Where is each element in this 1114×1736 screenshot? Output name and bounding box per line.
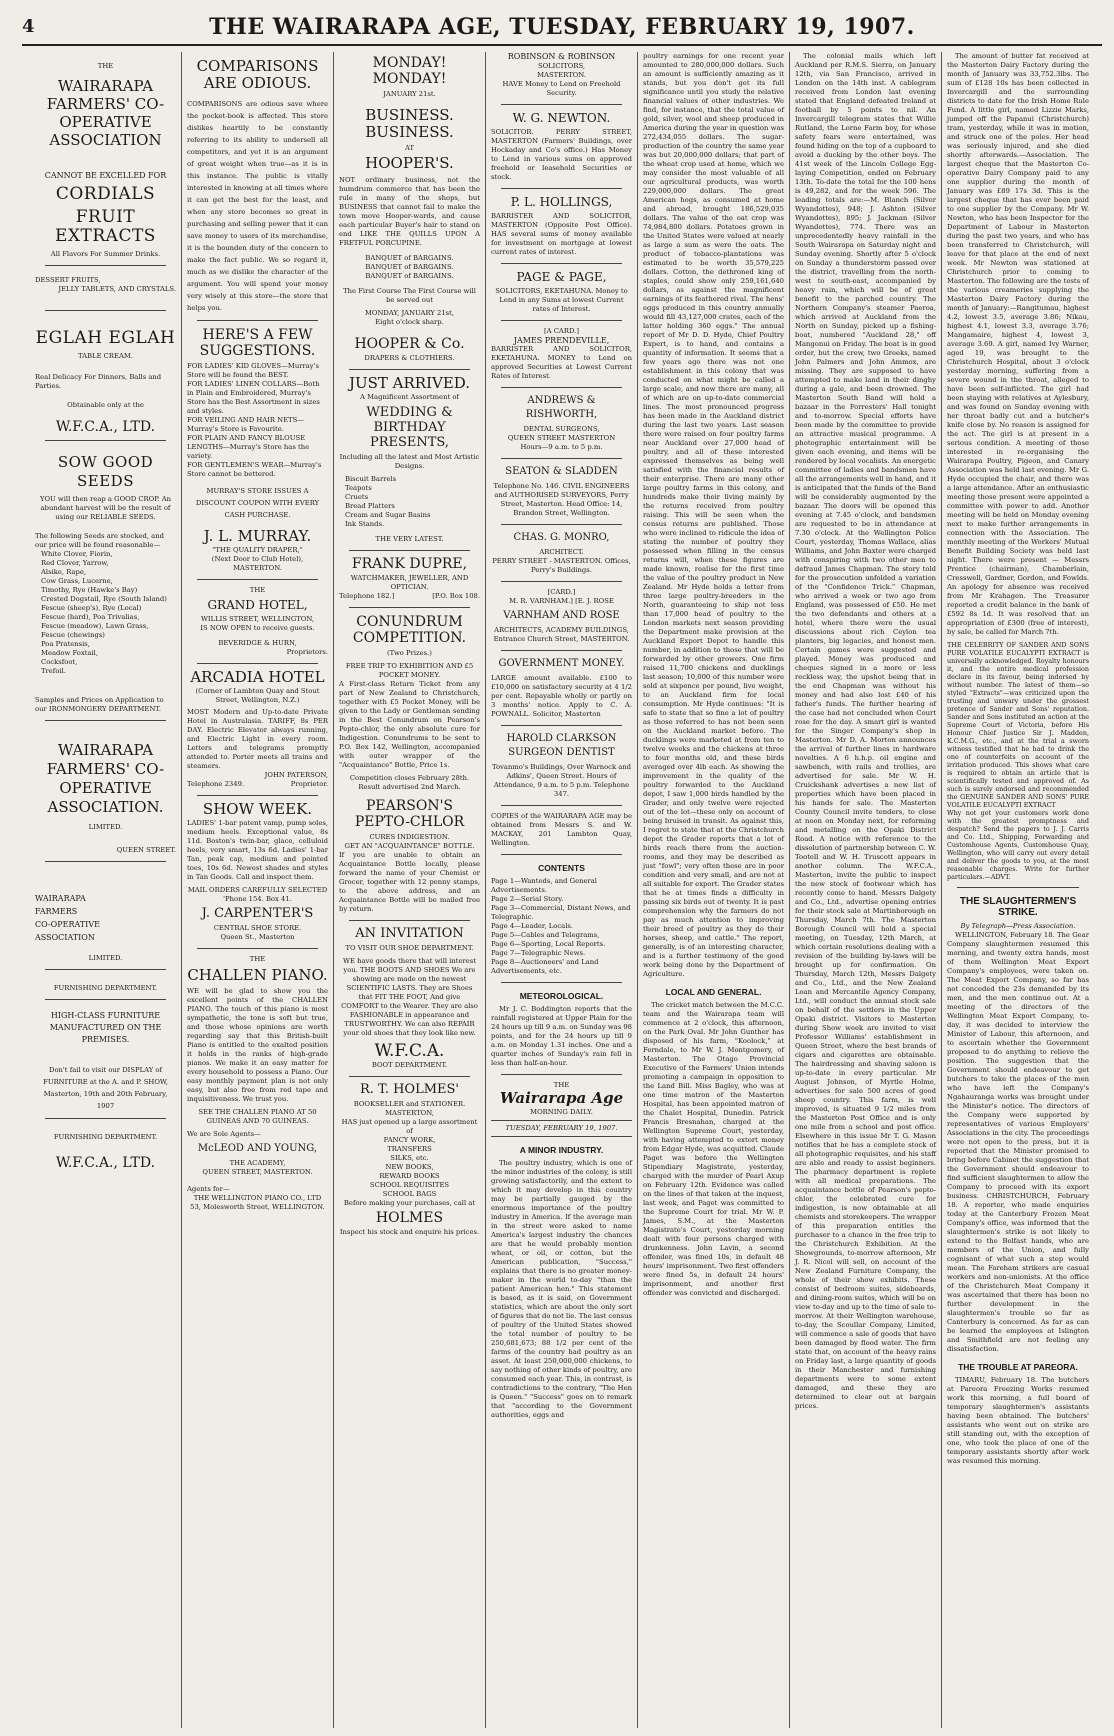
holmes-good: SCHOOL BAGS [382, 1190, 437, 1198]
murray-quality: "THE QUALITY DRAPER," [212, 546, 303, 554]
column-5 [638, 52, 790, 1728]
comparisons-title: COMPARISONS ARE ODIOUS. [196, 57, 319, 92]
grand-open: IS NOW OPEN to receive guests. [200, 624, 315, 632]
strike-byline: By Telegraph—Press Association. [960, 922, 1076, 930]
invitation-visit: TO VISIT OUR SHOE DEPARTMENT. [345, 944, 474, 952]
prendeville-ad [491, 327, 632, 382]
monro-ad [491, 531, 632, 575]
cures-indigestion: CURES INDIGESTION. [369, 833, 450, 841]
present-item: Bread Platters [345, 502, 395, 510]
grand-hotel-ad [187, 586, 328, 657]
ad-obtain: Obtainable only at the [67, 400, 144, 409]
varnham-name: VARNHAM AND ROSE [503, 610, 620, 622]
seed-item: Red Clover, Yarrow, [41, 558, 109, 567]
seeds-text: YOU will then reap a GOOD CROP. An abundant harvest will be the result of using our RELIABLE SEEDS. [39, 494, 172, 521]
carpenter-store: CENTRAL SHOE STORE. [213, 924, 302, 932]
banquet-line: BANQUET of BARGAINS. [365, 254, 454, 262]
show-week-text: LADIES' 1-bar patent vamp, pump soles, medium heels. Exceptional value, 8s 11d. Boston's twin-bar, glace, celluloid heels, very smart, 13s 6d. Ladies' 1-bar Tan, peak cap, medium and pointed toes, 10s 6d. Newest shades and styles in Tan Goods. Call and inspect them. [187, 819, 328, 881]
seeds-title: SOW GOOD SEEDS [57, 452, 154, 490]
govt-money-ad [491, 657, 632, 719]
hooper-drapers: DRAPERS & CLOTHIERS. [364, 354, 455, 362]
column-7 [942, 52, 1094, 1728]
andrews-dental: DENTAL SURGEONS, [523, 425, 600, 434]
show-mail: MAIL ORDERS CAREFULLY SELECTED [187, 886, 328, 894]
holmes-before: Before making your purchases, call at [343, 1199, 476, 1207]
varnham-partners: M. R. VARNHAM.] [E. J. ROSE [509, 597, 614, 606]
seed-item: Crested Dogstail, Rye (South Island) [41, 594, 167, 603]
robinson-money: HAVE Money to Lend on Freehold Security. [502, 79, 621, 97]
wedding-presents: WEDDING & BIRTHDAY PRESENTS, [366, 405, 453, 450]
copies-notice: COPIES of the WAIRARAPA AGE may be obtained from Messrs S. and W. MACKAY, 201 Lambton Quay, Wellington. [491, 812, 632, 848]
suggestion-item: FOR GENTLEMEN'S WEAR—Murray's Store cannot be bettered. [187, 461, 322, 478]
banner-title: Wairarapa Age [499, 1089, 624, 1108]
wellington-piano-co: THE WELLINGTON PIANO CO., LTD [193, 1194, 322, 1202]
murray-name: J. L. MURRAY. [203, 527, 312, 545]
free-trip-text: A First-class Return Ticket from any part of New Zealand to Christchurch, together with £5 Pocket Money, will be given to the Lady or Gentleman sending in the Best Conundrum on Pearson's Pepto-chlor, the only absolute cure for Indigestion. Conundrums to be sent to P.O. Box 142, Wellington, accompanied with outer wrapper of the "Acquaintance" Bottle, Price 1s. [339, 680, 480, 769]
page-name: PAGE & PAGE, [516, 269, 607, 284]
show-phone: 'Phone 154. Box 41. [223, 895, 292, 903]
holmes-town: MASTERTON, [385, 1109, 434, 1117]
andrews-hours: Hours—9 a.m. to 5 p.m. [520, 443, 603, 452]
present-item: Teapots [345, 484, 372, 492]
seaton-ad [491, 465, 632, 518]
present-item: Cream and Sugar Basins [345, 511, 431, 519]
dupre-trade: WATCHMAKER, JEWELLER, AND OPTICIAN. [350, 574, 469, 591]
banquet-line: BANQUET of BARGAINS. [365, 272, 454, 280]
hooper-co: HOOPER & Co. [354, 336, 465, 352]
banner-the: THE [553, 1081, 570, 1090]
suggestion-item: FOR LADIES' LINEN COLLARS—Both in Plain and Embroidered, Murray's Store has the Best Assortment in sizes and styles. [187, 380, 320, 415]
contents-item: Page 6—Sporting, Local Reports. [491, 940, 606, 949]
andrews-name: ANDREWS & RISHWORTH, [525, 395, 598, 421]
wfca-ad-2 [35, 741, 176, 855]
conundrum-prizes: (Two Prizes.) [387, 649, 432, 657]
holmes-good: TRANSFERS [387, 1145, 432, 1153]
furniture-wfca: W.F.C.A., LTD. [55, 1154, 156, 1171]
holmes-good: SCHOOL REQUISITES [369, 1181, 450, 1189]
boot-department: BOOT DEPARTMENT. [371, 1061, 448, 1069]
local-news-text: The colonial mails which left Auckland per R.M.S. Sierra, on January 12th, via San Francisco, arrived in London on the 14th inst. A cablegram received from London last evening stated that England defeated Ireland at football by 5 points to nil. An Invercargill telegram states that Willie Rutland, the Lorne Farm boy, for whose safety fears were entertained, was found hiding on the top of a cupboard to avoid a ducking by the other boys. The 41st week of the Lincoln College Egg-laying Competition, ended on February 13th. To-date the total for the 100 hens is 49,282, and for the week 596. The leading totals are:—M. Blanch (Silver Wyandottes), 948; J. Ashton (Silver Wyandottes), 895; J. Jackman (Silver Wyandottes), 774. There was an unprecedentedly heavy rainfall in the South Wairarapa on Saturday night and Sunday evening. Shortly after 5 o'clock on Sunday a thunderstorm passed over the district, travelling from the north-west to south-east, accompanied by heavy rain, which will be of great benefit to the parched country. The Northern Company's steamer Paeroa, which arrived at Auckland from the North on Sunday, picked up a fishing-boat, numbered "Auckland 28," off Mangonui on Friday. The boat is in good order, but the crew, two Greeks, named John Palmers and John Ammox, are missing. They are supposed to have attempted to make land in their dinghy during a gale, and been drowned. The Masterton South Band will hold a bazaar in the Forresters' Hall tonight and to-morrow. Special efforts have been made by the committee to provide an attractive musical programme. A photographic entertainment will be given each evening, and items will be rendered by local vocalists. An energetic committee of ladies and bandsmen have all the arrangements well in hand, and it is anticipated that the funds of the Band will be considerably augmented by the bazaar. The doors will be opened this evening at 7.45 o'clock, and bandsmen are requested to be in attendance at 7.30 o'clock. At the Wellington Police Court, yesterday, Thomas Wallace, alias Williams, and John Baxter were charged with conspiring with two other men to defraud James Chapman. The story told for the prosecution unfolded a variation of the "Confidence Trick." Chapman, who arrived a week or two ago from England, was possessed of £50. He met the two defendants and others at a hotel, where there were the usual discussions about rich Ceylon tea planters, big legacies, and honest men. Certain games were suggested and played. Money was produced and cheques signed in a more or less reckless way, the upshot being that in the end Chapman was without his money and had also lost £40 of his father's funds. The further hearing of the case had not concluded when Court rose for the day. A smart girl is wanted for the Singer Company's shop in Masterton. Mr D. A. Morton announces the arrival of further lines in hardware novelties. A 6 h.h.p. oil engine and sawbench, with rails and trollies, are advertised for sale. Mr W. H. Cruickshank advertises a new list of properties which have been placed in his hands for sale. The Masterton County Council invite tenders, to close at noon on Monday next, for reforming and metalling on the Opaki District Road. A notice with reference to the dissolution of partnership between C. W. Tootell and W. H. Truscott appears in another column. The W.F.C.A., Masterton, invite the public to inspect the new stock of footwear which has recently come to hand. Messrs Dalgety and Co., Ltd., advertise opening entries for their stock sale at Martinborough on Thursday, March 7th. The Masterton Borough Council will hold a special meeting, on Tuesday, 12th March, at which certain resolutions dealing with a revision of the building by-laws will be brought up for confirmation. On Thursday, March 12th, Messrs Dalgety and Co., Ltd., and the New Zealand Loan and Mercantile Agency Company, Ltd., will conduct the annual stock sale on behalf of the settlers in the Upper Opaki district. Visitors to Masterton during Show week are invited to visit Professor Williams' establishment in Queen Street, where the best brands of cigars and cigarettes are obtainable. The hairdressing and shaving saloon is up-to-date in every particular. Mr August Johnson, of Myrtle Holme, advertises for sale 500 acres of good sheep country. This farm, is well improved, is situated 9 1/2 miles from the Masterton Post Office and is only one mile from a school and post office. Elsewhere in this issue Mr T. G. Mason notifies that he has a complete stock of all photographic requisites, and his staff are able and ready to assist beginners. The pharmacy department is replete with all medical preparations. The acquaintance bottle of Pearson's pepto-chlor, the celebrated cure for indigestion, is now obtainable at all chemists and storekeepers. The wrapper of this preparation entitles the purchaser to a chance in the free trip to the Christchurch Exhibition. At the Showgrounds, to-morrow afternoon, Mr J. R. Nicol will sell, on account of the New Zealand Furniture Company, the whole of their show exhibits. These consist of bedroom suites, sideboards, and dining-room suites, which will be on view to-day and up to the time of sale to-morrow. At their Wellington warehouse, to-day, the Scoullar Company, Limited, will commence a sale of goods that have been damaged by flood water. The firm state that, on account of the heavy rains on Friday last, a large quantity of goods in their Manchester and furnishing departments were to some extent damaged, and these they are determined to clear out at bargain prices. [795, 52, 936, 1410]
ad2-limited: LIMITED. [88, 822, 123, 831]
hooper-text: NOT ordinary business, not the humdrum commerce that has been the rule in many of the shops, but BUSINESS that cannot fail to make the town move Hooper-wards, and cause each particular Buyer's hair to stand on end LIKE THE QUILLS UPON A FRETFUL PORCUPINE. [339, 176, 480, 247]
monro-name: CHAS. G. MONRO, [513, 532, 610, 544]
grand-hotel-title: GRAND HOTEL, [207, 598, 308, 612]
logo-line: ASSOCIATION [35, 932, 95, 942]
newton-ad [491, 111, 632, 182]
ad-the: THE [97, 62, 114, 70]
newton-name: W. G. NEWTON. [512, 110, 611, 125]
challen-the: THE [249, 955, 266, 963]
logo-line: WAIRARAPA [35, 893, 86, 903]
dupre-name: FRANK DUPRE, [351, 556, 468, 572]
meteorological-heading: METEOROLOGICAL. [519, 991, 604, 1002]
murray-masterton: MASTERTON. [233, 564, 282, 572]
page-number: 4 [22, 16, 35, 37]
ad-delicacy: Real Delicacy For Dinners, Balls and Parties. [35, 372, 162, 390]
newton-text: SOLICITOR. PERRY STREET, MASTERTON (Farmers' Buildings, over Hockaday and Co's office.) Has Money to Lend in various sums on approved freehold or leasehold Securities or stock. [491, 127, 632, 181]
news-items: The amount of butter fat received at the Masterton Dairy Factory during the month of January was 33,752.3lbs. The sum of £128 10s has been collected in Invercargill and the surrounding districts to date for the Irish Home Rule Fund. A little girl, named Lizzie Marks, jumped off the Papanui (Christchurch) tram, yesterday, while it was in motion, and struck one of the poles. Her head was seriously injured, and she died shortly afterwards.—Association. The largest cheque that the Masterton Co-operative Dairy Company paid to any one supplier during the month of January was £89 17s 3d. This is the largest cheque that has ever been paid to one supplier by the Company. Mr W. Newton, who has been Inspector for the Department of Labour in Masterton during the past two years, and who has been transferred to Christchurch, will leave for that place at the end of next week. Mr Newton was stationed at Christchurch prior to coming to Masterton. The following are the tests of the various creameries supplying the Masterton Dairy Factory during the month of January:—Rangitumau, highest 4.2, lowest 3.5, average 3.86; Nikau, highest 4.1, lowest 3.3, average 3.76; Mangamaire, highest 4, lowest 3, average 3.69. A girl, named Ivy Warner, aged 19, was brought to the Christchurch Hospital, about 3 o'clock yesterday morning, suffering from a severe wound in the throat, alleged to have been self-inflicted. The girl had been staying with relatives at Aylesbury, and was found on Sunday evening with her throat badly cut and a butcher's knife close by. No reason is assigned for the act. The girl is at present in a serious condition. A meeting of those interested in re-organising the Wairarapa Poultry, Pigeon, and Canary Association was held last evening. Mr G. Hyde occupied the chair, and there was a large attendance. After an enthusiastic meeting those present were appointed a committee with power to add. Another meeting will be held on Monday evening next to make further arrangements in connection with the Association. The monthly meeting of the Workers' Mutual Benefit Building Society was held last night. There were present — Messrs Prentice (chairman), Chamberlain, Cresswell, Gardner, Gordon, and Fowlds. An apology for absence was received from Mr Krahagen. The Treasurer reported a credit balance in the bank of £592 8s 1d. It was resolved that an appropriation of £300 (free of interest), by sale, be called for March 7th. [947, 52, 1089, 636]
including: Including all the latest and Most Artistic Designs. [339, 453, 480, 470]
mcleod-address: QUEEN STREET, MASTERTON. [202, 1168, 313, 1176]
holmes-inspect: Inspect his stock and enquire his prices. [339, 1228, 480, 1236]
seaton-text: Telephone No. 146. CIVIL ENGINEERS and AUTHORISED SURVEYORS, Perry Street, Masterton. Head Office: 14, Brandon Street, Wellington. [493, 482, 630, 518]
acquaintance-text: If you are unable to obtain an Acquaintance Bottle locally, please forward the name of your Chemist or Grocer, together with 12 penny stamps, to the above address, and an Acquaintance Bottle will be mailed free by return. [339, 851, 480, 913]
monday-heading: MONDAY! MONDAY! [372, 55, 447, 87]
challen-piano-ad [187, 955, 328, 1212]
monro-arch: ARCHITECT. [539, 548, 584, 557]
invitation-wfca: W.F.C.A. [374, 1041, 445, 1061]
minor-industry-heading: A MINOR INDUSTRY. [519, 1144, 604, 1155]
ad-company-name: WAIRARAPA FARMERS' CO-OPERATIVE ASSOCIATION [46, 77, 165, 149]
present-item: Biscuit Barrels [345, 475, 397, 483]
present-item: Ink Stands. [345, 520, 385, 528]
ad-flavours: All Flavors For Summer Drinks. [50, 249, 161, 258]
seed-item: Fescue (meadow), Lawn Grass, [41, 621, 149, 630]
contents-item: Page 2—Serial Story. [491, 895, 564, 904]
business-at: AT [404, 144, 415, 152]
monday-date: JANUARY 21st. [383, 90, 436, 98]
holmes-good: NEW BOOKS, [385, 1163, 434, 1171]
seed-item: Meadow Foxtail, [41, 648, 99, 657]
competition-closes: Competition closes February 28th. Result advertised 2nd March. [349, 774, 470, 791]
banner-morning: MORNING DAILY. [530, 1107, 593, 1116]
business-heading: BUSINESS. BUSINESS. [365, 106, 454, 141]
local-general-text: The cricket match between the M.C.C. team and the Wairarapa team will commence at 2 o'clock, this afternoon, on the Park Oval. Mr John Gunther has disposed of his farm, "Koolock," at Ferndale, to Mr W. J. Montgomery, of Masterton. The Otago Provincial Executive of the Farmers' Union intends promoting a campaign in opposition to the Land Bill. Miss Bagley, who was at one time matron of the Masterton Hospital, has been appointed matron of the Chalet Hospital, Dunedin. Patrick Francis Bresnahan, charged at the Wellington Supreme Court, yesterday, with having attempted to extort money from Edgar Hyde, was acquitted. Claude Paget was before the Wellington Stipendiary Magistrate, yesterday, charged with the murder of Pearl Axup on February 12th. Evidence was called on the lines of that taken at the inquest, last week, and Paget was committed to the Supreme Court for trial. Mr W. P. James, S.M., at the Masterton Magistrate's Court, yesterday morning dealt with four persons charged with drunkenness. John Lavin, a second offender, was fined 10s, in default 48 hours' imprisonment. Two first offenders were fined 5s, in default 24 hours' imprisonment, and another first offender was convicted and discharged. [643, 1001, 784, 1297]
furniture-ad [35, 984, 176, 1170]
ad-excelled: CANNOT BE EXCELLED FOR [44, 171, 167, 180]
very-latest: THE VERY LATEST. [375, 535, 444, 543]
seed-item: White Clover, Fiorin, [41, 549, 113, 558]
contents-item: Page 3—Commercial, Distant News, and Telegraphic. [491, 904, 631, 922]
invitation-title: AN INVITATION [355, 926, 464, 941]
pareora-heading: THE TROUBLE AT PAREORA. [958, 1362, 1078, 1372]
clarkson-name: HAROLD CLARKSON SURGEON DENTIST [506, 733, 617, 759]
suggestion-item: FOR PLAIN AND FANCY BLOUSE LENGTHS—Murray's Store has the variety. [187, 434, 310, 460]
carpenter-name: J. CARPENTER'S [201, 906, 314, 921]
masthead-title: THE WAIRARAPA AGE, TUESDAY, FEBRUARY 19, 1907. [209, 14, 915, 40]
murray-next: (Next Door to Club Hotel), [211, 555, 304, 563]
robinson-name: ROBINSON & ROBINSON [507, 52, 616, 61]
suggestion-item: FOR LADIES' KID GLOVES—Murray's Store will be found the BEST. [187, 362, 319, 379]
holmes-footer-name: HOLMES [375, 1210, 444, 1226]
ad-wfca: W.F.C.A., LTD. [55, 418, 156, 435]
holmes-ad [339, 1083, 480, 1237]
govt-money-text: LARGE amount available. £100 to £10,000 on satisfactory security at 4 1/2 per cent. Repayable wholly or partly on 3 months' notice. Apply to C. A. POWNALL. Solicitor, Masterton [491, 674, 632, 719]
first-course: The First Course The First Course will be served out [343, 287, 476, 304]
monro-address: PERRY STREET - MASTERTON. Offices, Perry's Buildings. [492, 557, 631, 575]
holmes-good: REWARD BOOKS [379, 1172, 440, 1180]
contents-list [491, 877, 632, 976]
shoe-invitation-ad [339, 927, 480, 1070]
wellington-piano-address: 53, Molesworth Street, WELLINGTON. [190, 1203, 325, 1211]
seeds-ad [35, 453, 176, 714]
seed-item: Fescue (chewings) [41, 630, 105, 639]
contents-item: Page 8—Auctioneers' and Land Advertisements, etc. [491, 958, 599, 976]
show-week-title: SHOW WEEK. [202, 800, 313, 818]
column-6 [790, 52, 942, 1728]
ad-dessert: DESSERT FRUITS, [35, 275, 101, 284]
holmes-name: R. T. HOLMES' [360, 1082, 459, 1097]
wfca-logo-ad [35, 892, 176, 963]
murray-ad [187, 58, 328, 573]
meteorological-text: Mr J. C. Boddington reports that the rainfall registered at Upper Plain for the 24 hours up till 9 a.m. on Sunday was 98 points, and for the 24 hours up till 9 a.m. on Monday 1.31 inches. One and a quarter inches of Sunday's rain fell in less than half-an-hour. [491, 1005, 632, 1068]
holmes-goods [339, 1136, 480, 1199]
furniture-dept-2: FURNISHING DEPARTMENT. [53, 1132, 158, 1141]
grand-beveridge: BEVERIDGE & HURN, [218, 639, 297, 647]
seed-item: Trefoil. [41, 666, 66, 675]
logo-line: CO-OPERATIVE [35, 919, 100, 929]
magnificent: A Magnificent Assortment of [360, 393, 459, 401]
suggestions-title: HERE'S A FEW SUGGESTIONS. [199, 327, 316, 359]
suggestions-list [187, 362, 328, 479]
varnham-ad [491, 588, 632, 644]
arcadia-paterson: JOHN PATERSON, [264, 771, 328, 779]
free-trip: FREE TRIP TO EXHIBITION AND £5 POCKET MONEY. [345, 662, 474, 679]
poultry-continued: poultry earnings for one recent year amounted to 280,000,000 dollars. Such an amount is sufficiently amazing as it stands, but you don't get its full significance until you study the relative financial values of other industries. We find, for instance, that the total value of gold, silver, wool and sheep produced in America during the year in question was 272,434,055 dollars. The sugar-production of the country the same year was but 20,000,000 dollars; that part of the wheat crop used at home, which we may consider the most valuable of all our agricultural products, was worth 229,000,000 dollars. The great American hogs, as consumed at home and abroad, brought 186,529,035 dollars. The value of the oat crop was 74,984,800 dollars. Potatoes grown in the United States were valued at nearly as large a sum as were the oats. The product of tobacco-plantations was estimated to be worth 35,579,225 dollars. Cotton, the dethroned king of staples, could show only 259,161,640 dollars, as against the magnificent earnings of its feathered rival. The hens' eggs produced in this country annually would fill 43,127,000 crates, each of the latter holding 360 eggs." The annual report of Mr D. D. Hyde, Chief Poultry Expert, is to hand, and contains a quantity of information. It seems that a few years ago there was not one establishment in this colony that was conducted on what might be called a large scale, and now there are many, all of which are on up-to-date commercial lines. The most pronounced progress has been made in the Auckland district during the last two years. Last season there were raised on four poultry farms near Auckland over 27,000 head of poultry, and all of these interested expressed themselves as being well satisfied with the financial results of their enterprise. There are many other large poultry farms in this colony, and hundreds make their living mainly by the returns received from poultry raising. This will be seen when the census returns are published. Those who were inclined to ridicule the idea of stating the number of poultry they possessed when filling in the census returns will, when these figures are made known, realise for the first time the value of the poultry product in New Zealand. Mr Hyde holds a letter from three large poultry-breeders in the North, guaranteeing to ship not less than 17,000 head of poultry to the London markets next season providing the Department make provision at the Auckland Export Depot to handle this number, in addition to those that will be forwarded by other growers. One firm raised 11,700 chickens and ducklings last season; 10,000 of this number were sold at sixpence per pound, live weight, to an Auckland firm for local consumption. Mr Hyde continues: "It is safe to state that so fine a lot of poultry as those referred to has not been seen on the Auckland market before. The ducklings were marketed at from ten to twelve weeks and the chickens at three to four months old, and these birds averaged over 4lb each. As showing the improvement in the quality of the poultry forwarded to the Auckland depot, I saw 1,000 birds handled by the Grader, and only twelve were rejected out of the lot—these only on account of being bruised in transit. As against this, I regret to state that at the Christchurch depot the Grader reports that a lot of birds reach there from the auction-rooms, and they may be described as just "fowl"; very often these are in poor condition and very small, and are not at all suitable for export. The Grader states that he at times finds a difficulty in passing six birds out of twenty. It is past comprehension why the farmers do not pay as much attention to improving their breed of poultry as they do their horses, sheep, and cattle." The report, generally, is of an interesting character, and is a further testimony of the good work being done by the Department of Agriculture. [643, 52, 784, 978]
pareora-text: TIMARU, February 18. The butchers at Pareora Freezing Works resumed work this morning, a full board of temporary slaughtermen's assistants having been obtained. The butchers' assistants who went out on strike are still standing out, with the exception of one, who took the place of one of the temporary assistants shortly after work was resumed this morning. [947, 1376, 1089, 1465]
grand-proprietors: Proprietors. [286, 648, 328, 656]
minor-industry-text: The poultry industry, which is one of the minor industries of the colony, is still growing satisfactorily, and the extent to which it may develop in this country may be partially gauged by the enormous importance of the poultry industry in America. If the average man in the street were asked to name America's largest industry the chances are that he would probably mention wheat, or oil, or cotton, but the American publication, "Success," explains that there is no greater money-maker in the world to-day "than the patient American hen." This statement is based, as it is said, on Government statistics, which are about the only sort of figures that do not lie. The last census of poultry of the United States showed the total number of poultry to be 250,681,673; 88 1/2 per cent of the farms of the country had poultry as an asset. At least 250,000,000 chickens, to say nothing of other kinds of poultry, are consumed each year. This, in contrast, is contradictions to the contrary, "The Hen is Queen." "Success" goes on to remark that "according to the Government authorities, eggs and [491, 1158, 632, 1419]
andrews-ad [491, 394, 632, 452]
suggestion-item: FOR VEILING AND HAIR NETS—Murray's Store is Favourite. [187, 416, 305, 433]
masthead [22, 12, 1102, 46]
ad-eglah: EGLAH EGLAH [35, 327, 176, 348]
sander-ad: THE CELEBRITY OF SANDER AND SONS PURE VOLATILE EUCALYPTI EXTRACT is universally acknowledged. Royalty honours it, and the entire medical profession declare in its favour, being indorsed by without number. The latest of them—so styled "Extracts"—was criticized upon the trusting and unwary under the grossest pretence of Sander and Sons' reputation. Sander and Sons instituted an action at the Supreme Court of Victoria, before His Honour Chief Justice Sir J. Madden, K.C.M.G., etc., and at the trial a sworn witness testified that he had to drink the one of counterfeits on account of the irritation produced. This shows what care is required to obtain an article that is scientifically tested and approved of. As such is surely endorsed and recommended the GENUINE SANDER AND SONS' PURE VOLATILE EUCALYPTI EXTRACT [947, 641, 1089, 809]
hollings-ad [491, 195, 632, 257]
andrews-address: QUEEN STREET MASTERTON [507, 434, 616, 443]
holmes-opened: HAS just opened up a large assortment of [341, 1118, 478, 1135]
ad2-company-name: WAIRARAPA FARMERS' CO-OPERATIVE ASSOCIATION. [46, 740, 165, 816]
seed-item: Fescue (hard), Poa Trivalias, [41, 612, 140, 621]
coupon-text: MURRAY'S STORE ISSUES A DISCOUNT COUPON WITH EVERY CASH PURCHASE. [195, 487, 320, 519]
contents-item: Page 7—Telegraphic News. [491, 949, 586, 958]
furniture-dept: FURNISHING DEPARTMENT. [53, 983, 158, 992]
ad2-queen-street: QUEEN STREET. [116, 845, 176, 854]
column-2 [182, 52, 334, 1728]
robinson-sol: SOLICITORS, [537, 61, 586, 70]
furniture-display: Don't fail to visit our DISPLAY of FURNITURE at the A. and P. SHOW, Masterton, 19th and 20th February, 1907 [43, 1065, 168, 1110]
grand-willis: WILLIS STREET, WELLINGTON, [200, 615, 315, 623]
column-1 [30, 52, 182, 1728]
holmes-good: SILKS, etc. [390, 1154, 429, 1162]
agents-for: Agents for— [187, 1185, 230, 1193]
masthead-block [491, 1081, 632, 1137]
ad-fruit-extracts: FRUIT EXTRACTS [55, 206, 156, 246]
conundrum-title: CONUNDRUM COMPETITION. [352, 614, 467, 646]
banquet-line: BANQUET of BARGAINS. [365, 263, 454, 271]
hollings-name: P. L. HOLLINGS, [510, 194, 613, 209]
arcadia-title: ARCADIA HOTEL [190, 668, 325, 686]
page-ad [491, 270, 632, 314]
carris-ad: Why not get your customers work done with the greatest promptness and despatch? Send the papers to J. J. Carris and Co. Ltd., Shipping, Forwarding and Customhouse Agents, Customhouse Quay, Wellington, who will carry out every detail and deliver the goods to you, at the most reasonable charges. Write for further particulars.—ADVT. [947, 809, 1089, 881]
seaton-name: SEATON & SLADDEN [505, 466, 618, 478]
monday-jan-21: MONDAY, JANUARY 21st, [364, 309, 455, 317]
robinson-ad [491, 52, 632, 98]
hooper-ad [339, 55, 480, 363]
arcadia-proprietor: Proprietor. [290, 780, 328, 788]
clarkson-ad [491, 732, 632, 799]
dupre-telephone: Telephone 182.] [339, 592, 395, 600]
wfca-logo-lines [35, 892, 176, 944]
arcadia-telephone: Telephone 2349. [187, 780, 245, 788]
dupre-footer [339, 592, 480, 601]
contents-item: Page 5—Cables and Telegrams, [491, 931, 600, 940]
arcadia-footer [187, 780, 328, 789]
govt-money-title: GOVERNMENT MONEY. [498, 658, 625, 670]
eight-oclock: Eight o'clock sharp. [375, 318, 444, 326]
seed-item: Cow Grass, Lucerne, [41, 576, 113, 585]
prendeville-name: JAMES PRENDEVILLE, [513, 335, 610, 345]
seed-item: Cocksfoot, [41, 657, 78, 666]
hoopers-heading: HOOPER'S. [365, 154, 454, 172]
seed-item: Alsike, Rape, [41, 567, 87, 576]
prendeville-card: [A CARD.] [544, 326, 579, 335]
seeds-samples: Samples and Prices on Application to our IRONMONGERY DEPARTMENT. [35, 695, 164, 713]
mcleod-young: McLEOD AND YOUNG, [197, 1143, 318, 1154]
contents-item: Page 4—Leader, Locals. [491, 922, 574, 931]
furniture-highclass: HIGH-CLASS FURNITURE MANUFACTURED ON THE PREMISES. [49, 1010, 162, 1044]
ad-table-cream: TABLE CREAM. [77, 351, 133, 360]
presents-ad [339, 376, 480, 544]
page-columns [30, 52, 1096, 1728]
challen-text: WE will be glad to show you the excellent points of the CHALLEN PIANO. The touch of this piano is most sympathetic, the tone is soft but true, and those whose opinions are worth regarding say that this British-built Piano is entitled to the exalted position it holds in the ranks of high-grade pianos. We make it an easy matter for every household to possess a Piano. Our easy monthly payment plan is not only easy, but also free from red tape and inquisitiveness. We trust you. [187, 987, 328, 1103]
present-item: Cruets [345, 493, 369, 501]
strike-text: WELLINGTON, February 18. The Gear Company slaughtermen resumed this morning, and twenty extra hands, most of them Wellington Meat Export Company's employees, were taken on. The Meat Export Company, so far has not conceded the 23s demanded by its men, and the men continue out. At a meeting of the directors of the Wellington Meat Export Company, to-day, it was decided to interview the Minister of Labour, this afternoon, and to ascertain whether the Government proposed to do anything to relieve the position. The suggestion that the Government should endeavour to get butchers to take the places of the men who have left the Company's Ngahauranga works was brought under the Minister's notice. The directors of the Company were supported by representatives of various Employers' Associations in the city. The proceedings were not open to the press, but it is reported that the Minister promised to bring before Cabinet the suggestion that the Government should endeavour to find sufficient slaughtermen to allow the Company to proceed with its export business. CHRISTCHURCH, February 18. A reporter, who made enquiries today at the Canterbury Frozen Meat Company's office, was informed that the slaughtermen's strike is not likely to extend to the Belfast hands, who are members of the Union, and fully cognisant of what such a step would mean. The Fareham strikers are casual workers and non-unionists. At the office of the Christchurch Meat Company it was ascertained that there has been no further development in the slaughtermen's trouble so far as Canterbury is concerned. As far as can be learned the employees at Islington and Smithfield are not feeling any dissatisfaction. [947, 931, 1089, 1353]
conundrum-ad [339, 614, 480, 914]
dupre-ad [339, 557, 480, 601]
banquet-lines [339, 254, 480, 281]
page-text: SOLICITORS, EKETAHUNA. Money to Lend in any Sums at lowest Current rates of Interest. [495, 286, 628, 313]
comparisons-text: COMPARISONS are odious save where the pocket-book is affected. This store dislikes heartily to be constantly referring to its ability to undersell all competitors, and yet it is an argument of great weight when true—as it is in this instance. The public is vitally interested in knowing at all times where it can get the best for the least, and when any store becomes so great in purchasing and selling power that it can save money to users of its merchandise, it is the bounden duty of the concern to make the fact public. We so regard it, much as we dislike the character of the argument. You will spend your money very wisely at this store—the store that helps you. [187, 100, 328, 312]
show-week-ad [187, 802, 328, 942]
just-arrived: JUST ARRIVED. [348, 374, 471, 392]
dupre-box: [P.O. Box 108. [432, 592, 480, 600]
column-3 [334, 52, 486, 1728]
clarkson-text: Tovanmo's Buildings, Over Warnock and Adkins', Queen Street. Hours of Attendance, 9 a.m. to 5 p.m. Telephone 347. [491, 763, 632, 799]
seed-item: Poa Pratensis, [41, 639, 90, 648]
challen-see: SEE THE CHALLEN PIANO AT 50 GUINEAS AND 70 GUINEAS. [198, 1108, 317, 1125]
carpenter-address: Queen St., Masterton [220, 933, 295, 941]
pepto-chlor-title: PEARSON'S PEPTO-CHLOR [354, 798, 465, 830]
present-items [339, 475, 480, 529]
strike-heading: THE SLAUGHTERMEN'S STRIKE. [959, 896, 1077, 918]
arcadia-ad [187, 670, 328, 789]
challen-title: CHALLEN PIANO. [187, 966, 328, 984]
wfca-ad [35, 62, 176, 434]
local-general-heading: LOCAL AND GENERAL. [665, 987, 762, 997]
hollings-text: BARRISTER AND SOLICITOR, MASTERTON (Opposite Post Office). HAS several sums of money available for investment on mortgage at lowest current rates of interest. [491, 211, 632, 256]
seed-item: Fescue (sheep's), Rye (Local) [41, 603, 142, 612]
seed-item: Timothy, Rye (Hawke's Bay) [41, 585, 138, 594]
column-4 [486, 52, 638, 1728]
arcadia-sub: (Corner of Lambton Quay and Stout Street, Wellington, N.Z.) [195, 687, 320, 704]
prendeville-text: BARRISTER AND SOLICITOR, EKETAHUNA. MONEY to Lend on approved Securities at Lowest Current Rates of Interest. [491, 345, 632, 381]
contents-heading: CONTENTS [538, 863, 585, 874]
contents-item: Page 1—Wanteds, and General Advertisements. [491, 877, 597, 895]
holmes-trade: BOOKSELLER and STATIONER. [353, 1100, 466, 1108]
ad-jelly: JELLY TABLETS, AND CRYSTALS. [58, 284, 176, 293]
invitation-text: WE have goods there that will interest you. THE BOOTS AND SHOES We are showing are made on the newest SCIENTIFIC LASTS. They are Shoes that FIT THE FOOT, And give COMFORT to the Wearer. They are also FASHIONABLE in appearance and TRUSTWORTHY. We can also REPAIR your old shoes that they look like new. [341, 957, 478, 1037]
robinson-town: MASTERTON. [537, 70, 586, 79]
logo-limited: LIMITED. [88, 953, 123, 962]
logo-line: FARMERS [35, 906, 78, 916]
grand-the: THE [249, 586, 266, 594]
challen-agents: We are Sole Agents— [187, 1130, 261, 1138]
seeds-intro: The following Seeds are stocked, and our price will be found reasonable— [35, 531, 164, 549]
varnham-text: ARCHITECTS, ACADEMY BUILDINGS, Entrance Church Street, MASTERTON. [493, 626, 630, 644]
banner-date: TUESDAY, FEBRUARY 19, 1907. [505, 1123, 618, 1132]
mcleod-academy: THE ACADEMY, [229, 1159, 286, 1167]
arcadia-text: MOST Modern and Up-to-date Private Hotel in Australasia. TARIFF, 8s PER DAY. Electric Elevator always running, and Electric Light in every room. Letters and telegrams promptly attended to. Porter meets all trains and steamers. [187, 708, 328, 770]
holmes-good: FANCY WORK, [383, 1136, 436, 1144]
varnham-card: [CARD.] [547, 588, 576, 597]
seeds-list [35, 550, 176, 676]
acquaintance-bottle: GET AN "ACQUAINTANCE" BOTTLE. [344, 842, 475, 850]
ad-cordials: CORDIALS [55, 183, 156, 204]
